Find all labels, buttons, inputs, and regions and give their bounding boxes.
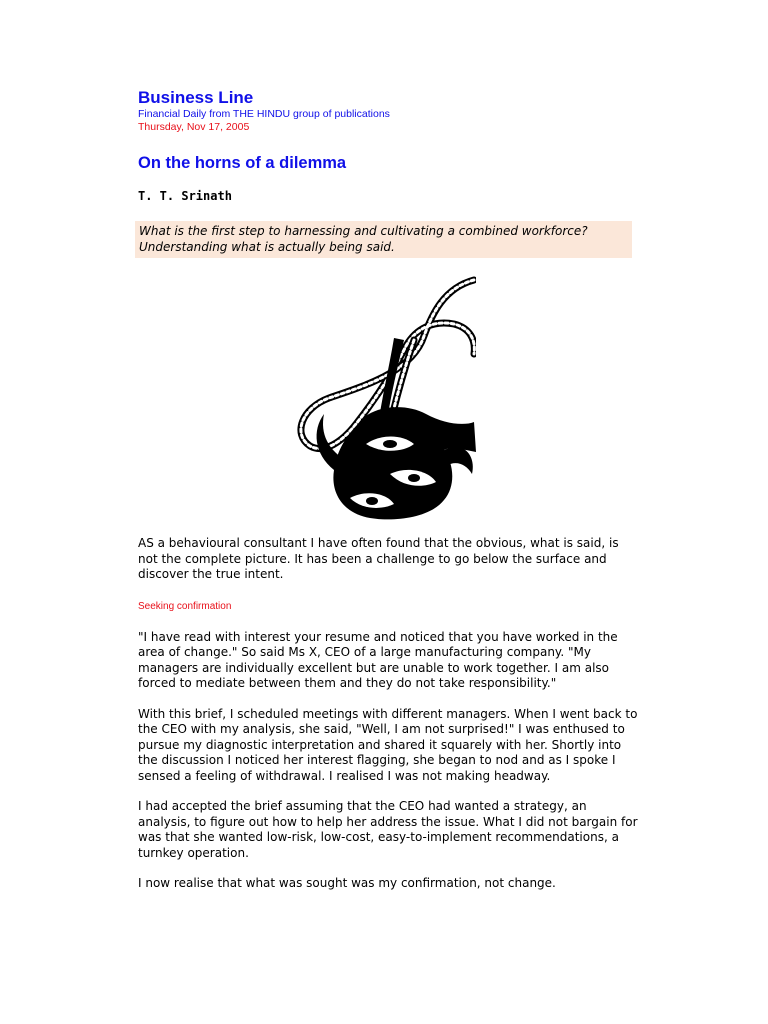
article-standfirst: What is the first step to harnessing and cultivating a combined workforce? Understanding what is actually being said. [135, 221, 632, 258]
masthead-title: Business Line [138, 88, 254, 107]
rope-and-horned-head-illustration-icon [294, 274, 476, 522]
article-page [138, 88, 638, 892]
paragraph-5: I now realise that what was sought was my confirmation, not change. [138, 876, 556, 890]
masthead-subtitle: Financial Daily from THE HINDU group of publications [138, 108, 390, 120]
article-title: On the horns of a dilemma [138, 154, 347, 172]
masthead-date: Thursday, Nov 17, 2005 [138, 121, 250, 133]
paragraph-2: "I have read with interest your resume and noticed that you have worked in the area of change." So said Ms X, CEO of a large manufacturing company. "My managers are individually excellent but are unable to work together. I am also forced to mediate between them and they do not take responsibility." [138, 629, 618, 690]
paragraph-1: AS a behavioural consultant I have often found that the obvious, what is said, is not the complete picture. It has been a challenge to go below the surface and discover the true intent. [138, 536, 619, 581]
section-subheading: Seeking confirmation [138, 600, 232, 612]
paragraph-4: I had accepted the brief assuming that the CEO had wanted a strategy, an analysis, to figure out how to help her address the issue. What I did not bargain for was that she wanted low-risk, low-cost, easy-to-implement recommendations, a turnkey operation. [138, 799, 638, 860]
paragraph-3: With this brief, I scheduled meetings with different managers. When I went back to the CEO with my analysis, she said, "Well, I am not surprised!" I was enthused to pursue my diagnostic interpretation and shared it squarely with her. Shortly into the discussion I noticed her interest flagging, she began to nod and as I spoke I sensed a feeling of withdrawal. I realised I was not making headway. [138, 706, 638, 783]
masthead [138, 88, 638, 134]
article-author: T. T. Srinath [138, 189, 232, 203]
